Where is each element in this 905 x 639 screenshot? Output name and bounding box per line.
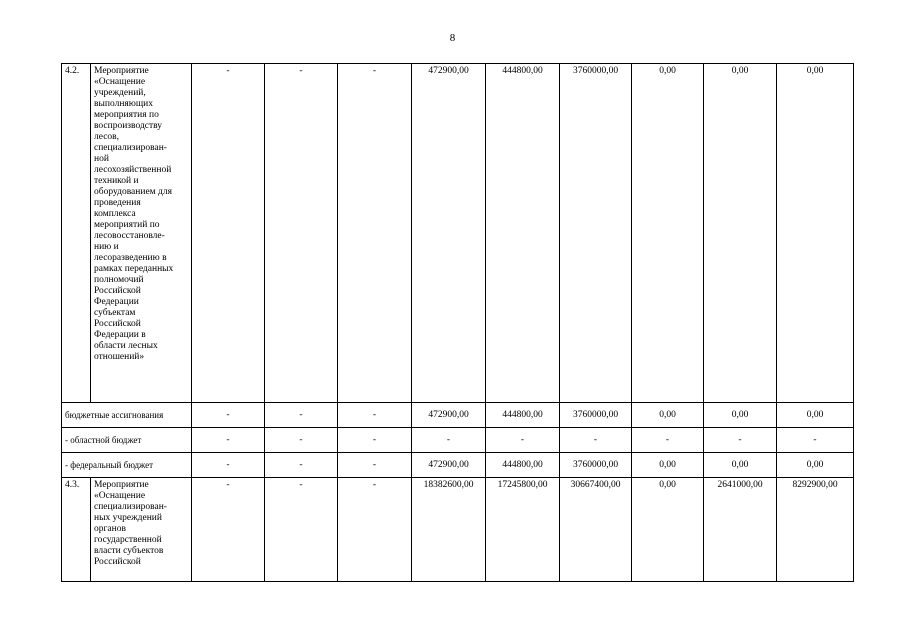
value-cell: - bbox=[338, 478, 412, 582]
value-cell: - bbox=[192, 478, 265, 582]
value-cell: - bbox=[338, 403, 412, 428]
row-label: - федеральный бюджет bbox=[62, 453, 192, 478]
value-cell: 30667400,00 bbox=[560, 478, 632, 582]
value-cell: 0,00 bbox=[777, 64, 854, 403]
value-cell: 472900,00 bbox=[412, 403, 486, 428]
value-cell: - bbox=[265, 453, 338, 478]
value-cell: 0,00 bbox=[632, 403, 704, 428]
table-row-4-2 bbox=[62, 64, 854, 403]
value-cell: - bbox=[192, 428, 265, 453]
row-label: бюджетные ассигнования bbox=[62, 403, 192, 428]
value-cell: 0,00 bbox=[704, 403, 777, 428]
table-row-budget-allocations bbox=[62, 403, 854, 428]
value-cell: 3760000,00 bbox=[560, 403, 632, 428]
value-cell: 472900,00 bbox=[412, 453, 486, 478]
value-cell: - bbox=[338, 428, 412, 453]
value-cell: 3760000,00 bbox=[560, 64, 632, 403]
value-cell: 17245800,00 bbox=[486, 478, 560, 582]
value-cell: - bbox=[338, 453, 412, 478]
value-cell: 444800,00 bbox=[486, 453, 560, 478]
value-cell: 0,00 bbox=[704, 453, 777, 478]
value-cell: - bbox=[632, 428, 704, 453]
value-cell: 0,00 bbox=[632, 453, 704, 478]
value-cell: 444800,00 bbox=[486, 403, 560, 428]
value-cell: 2641000,00 bbox=[704, 478, 777, 582]
value-cell: - bbox=[192, 64, 265, 403]
value-cell: - bbox=[560, 428, 632, 453]
row-title: Мероприятие «Оснащение специализирован- ных учреждений органов государственной власти субъектов Российской bbox=[91, 478, 192, 582]
value-cell: - bbox=[265, 428, 338, 453]
value-cell: - bbox=[338, 64, 412, 403]
value-cell: 0,00 bbox=[777, 453, 854, 478]
value-cell: - bbox=[412, 428, 486, 453]
table-row-federal-budget bbox=[62, 453, 854, 478]
value-cell: - bbox=[486, 428, 560, 453]
value-cell: 0,00 bbox=[777, 403, 854, 428]
value-cell: - bbox=[265, 403, 338, 428]
value-cell: - bbox=[704, 428, 777, 453]
value-cell: 8292900,00 bbox=[777, 478, 854, 582]
row-label: - областной бюджет bbox=[62, 428, 192, 453]
value-cell: 0,00 bbox=[632, 478, 704, 582]
value-cell: 18382600,00 bbox=[412, 478, 486, 582]
row-code: 4.2. bbox=[62, 64, 91, 403]
value-cell: - bbox=[192, 453, 265, 478]
budget-table bbox=[61, 63, 854, 582]
value-cell: - bbox=[265, 478, 338, 582]
row-title: Мероприятие «Оснащение учреждений, выполняющих мероприятия по воспроизводству лесов, специализирован- ной лесохозяйственной техникой и оборудованием для проведения комплекса мероприятий по лесовосстановле- нию и лесоразведению в рамках переданных полномочий Российской Федерации субъектам Российской Федерации в области лесных отношений» bbox=[91, 64, 192, 403]
value-cell: 3760000,00 bbox=[560, 453, 632, 478]
value-cell: - bbox=[192, 403, 265, 428]
value-cell: - bbox=[777, 428, 854, 453]
value-cell: 444800,00 bbox=[486, 64, 560, 403]
value-cell: 472900,00 bbox=[412, 64, 486, 403]
value-cell: 0,00 bbox=[704, 64, 777, 403]
value-cell: 0,00 bbox=[632, 64, 704, 403]
page-number: 8 bbox=[449, 32, 456, 44]
table-row-regional-budget bbox=[62, 428, 854, 453]
row-code: 4.3. bbox=[62, 478, 91, 582]
table-row-4-3 bbox=[62, 478, 854, 582]
value-cell: - bbox=[265, 64, 338, 403]
